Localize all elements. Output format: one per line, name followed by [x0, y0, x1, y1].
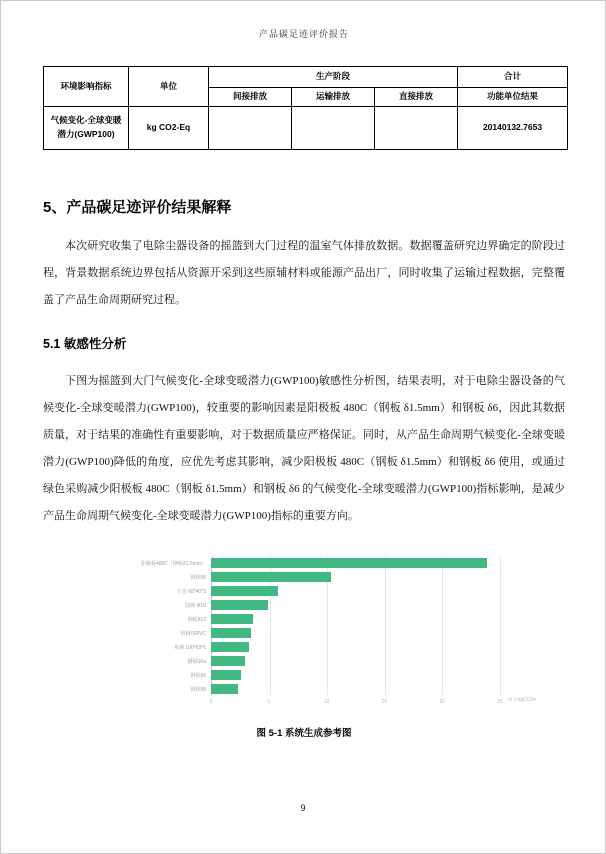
chart-bar-row: [71, 682, 523, 696]
chart-bar-row: [71, 612, 523, 626]
chart-bar-row: [71, 584, 523, 598]
x-tick-label: 0: [209, 699, 213, 705]
chart-bar-row: [71, 626, 523, 640]
chart-bar: [211, 614, 253, 624]
chart-category-label: 钢板δ5: [190, 672, 206, 679]
figure-caption: 图 5-1 系统生成参考图: [256, 728, 352, 739]
impact-table: [43, 66, 568, 150]
chart-category-label: 槽钢16a: [187, 658, 206, 665]
chart-bar: [211, 586, 278, 596]
table-subheader-result: 功能单位结果: [458, 88, 568, 107]
cell-unit: kg CO2-Eq: [129, 107, 209, 150]
table-header-unit: 单位: [129, 67, 209, 107]
chart-bar: [211, 572, 331, 582]
chart-bar-row: [71, 598, 523, 612]
page-number: 9: [300, 803, 306, 813]
chart-bar-row: [71, 654, 523, 668]
chart-bar: [211, 670, 241, 680]
chart-bar: [211, 642, 249, 652]
cell-indirect: [209, 107, 292, 150]
chart-bar: [211, 558, 487, 568]
chart-category-label: 钢板δ6: [190, 574, 206, 581]
chart-bar-row: [71, 668, 523, 682]
table-subheader-transport: 运输排放: [292, 88, 375, 107]
chart-category-label: 圆钢 Φ10: [185, 602, 206, 609]
table-row: [44, 107, 568, 150]
paragraph-sensitivity: 下图为摇篮到大门气候变化-全球变暖潜力(GWP100)敏感性分析图，结果表明，对于电除尘器设备的气候变化-全球变暖潜力(GWP100)，较重要的影响因素是阳极板 480C（钢板 δ1.5mm）和钢板 δ6，因此其数据质量，对于结果的准确性有重要影响，对于数据质量应严格保证。同时，从产品生命周期气候变化-全球变暖潜力(GWP100)降低的角度，应优先考虑其影响，减少阳极板 480C（钢板 δ1.5mm）和钢板 δ6 使用，或通过绿色采购减少阳极板 480C（钢板 δ1.5mm）和钢板 δ6 的气候变化-全球变暖潜力(GWP100)指标影响，是减少产品生命周期气候变化-全球变暖潜力(GWP100)指标的重要方向。: [43, 375, 565, 522]
chart-rows: [71, 556, 551, 696]
chart-ticks: [209, 696, 537, 709]
table-subheader-indirect: 间接排放: [209, 88, 292, 107]
chart-category-label: 阴极线RVC: [180, 630, 206, 637]
x-tick-label: 10: [323, 699, 330, 705]
cell-result: 20140132.7653: [458, 107, 568, 150]
chart-bar: [211, 684, 238, 694]
chart-bar-row: [71, 570, 523, 584]
table-header-production-stage: 生产阶段: [209, 67, 458, 88]
table-header-indicator: 环境影响指标: [44, 67, 129, 107]
x-tick-label: 5: [267, 699, 271, 705]
chart-bar: [211, 656, 245, 666]
chart-bar-row: [71, 556, 523, 570]
x-axis-unit-label: 百万kgCO2e: [507, 697, 537, 703]
chart-category-label: 钢板δ8: [190, 686, 206, 693]
table-subheader-direct: 直接排放: [375, 88, 458, 107]
sensitivity-chart: [71, 556, 551, 709]
chart-bar: [211, 628, 251, 638]
chart-bar: [211, 600, 268, 610]
cell-indicator: 气候变化-全球变暖潜力(GWP100): [44, 107, 129, 150]
cell-transport: [292, 107, 375, 150]
subsection-heading: 5.1 敏感性分析: [43, 337, 127, 351]
section-heading: 5、产品碳足迹评价结果解释: [43, 199, 232, 216]
table-header-total: 合计: [458, 67, 568, 88]
chart-category-label: 方管 60*40*3: [176, 588, 206, 595]
x-tick-label: 15: [381, 699, 388, 705]
cell-direct: [375, 107, 458, 150]
x-tick-label: 25: [497, 699, 503, 705]
chart-category-label: 阳极板480C（钢板δ1.5mm）: [140, 560, 206, 567]
paragraph-overview: 本次研究收集了电除尘器设备的摇篮到大门过程的温室气体排放数据。数据覆盖研究边界确定的阶段过程，背景数据系统边界包括从资源开采到这些原辅材料或能源产品出厂，同时收集了运输过程数据，完整覆盖了产品生命周期研究过程。: [43, 240, 565, 306]
running-header: 产品碳足迹评价报告: [258, 29, 349, 39]
chart-category-label: 钢板δ12: [187, 616, 206, 623]
chart-bar-row: [71, 640, 523, 654]
chart-category-label: 角钢 100*63*6: [174, 644, 206, 651]
x-tick-label: 20: [439, 699, 445, 705]
